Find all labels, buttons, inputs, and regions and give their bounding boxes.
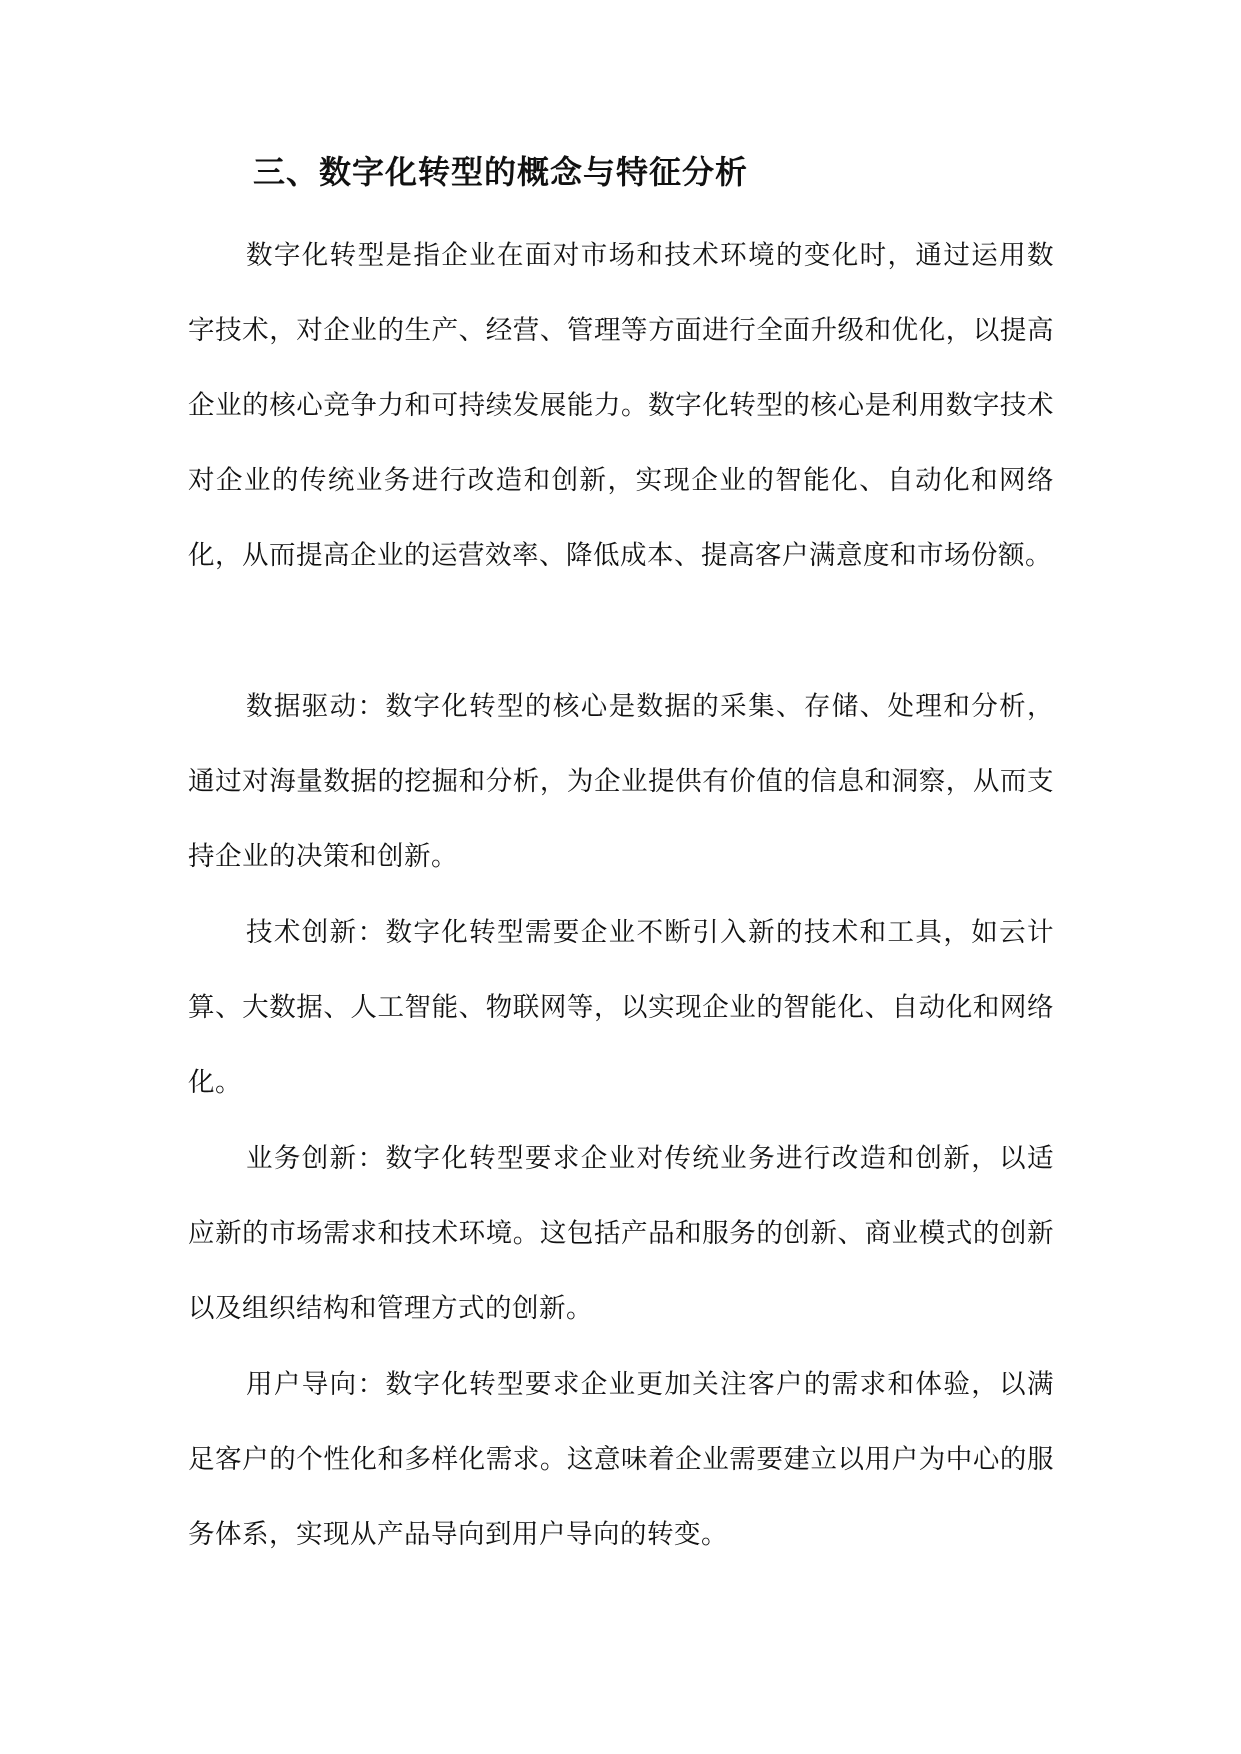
paragraph-tech-innovation: 技术创新：数字化转型需要企业不断引入新的技术和工具，如云计算、大数据、人工智能、物联网等，以实现企业的智能化、自动化和网络化。 — [188, 917, 1054, 1098]
paragraph-data-driven: 数据驱动：数字化转型的核心是数据的采集、存储、处理和分析，通过对海量数据的挖掘和分析，为企业提供有价值的信息和洞察，从而支持企业的决策和创新。 — [188, 691, 1054, 872]
paragraph-business-innovation: 业务创新：数字化转型要求企业对传统业务进行改造和创新，以适应新的市场需求和技术环境。这包括产品和服务的创新、商业模式的创新以及组织结构和管理方式的创新。 — [188, 1143, 1054, 1324]
section-heading: 三、数字化转型的概念与特征分析 — [253, 153, 749, 191]
paragraph-user-oriented: 用户导向：数字化转型要求企业更加关注客户的需求和体验，以满足客户的个性化和多样化需求。这意味着企业需要建立以用户为中心的服务体系，实现从产品导向到用户导向的转变。 — [188, 1369, 1054, 1550]
paragraph-definition: 数字化转型是指企业在面对市场和技术环境的变化时，通过运用数字技术，对企业的生产、经营、管理等方面进行全面升级和优化，以提高企业的核心竞争力和可持续发展能力。数字化转型的核心是利用数字技术对企业的传统业务进行改造和创新，实现企业的智能化、自动化和网络化，从而提高企业的运营效率、降低成本、提高客户满意度和市场份额。 — [188, 240, 1054, 571]
